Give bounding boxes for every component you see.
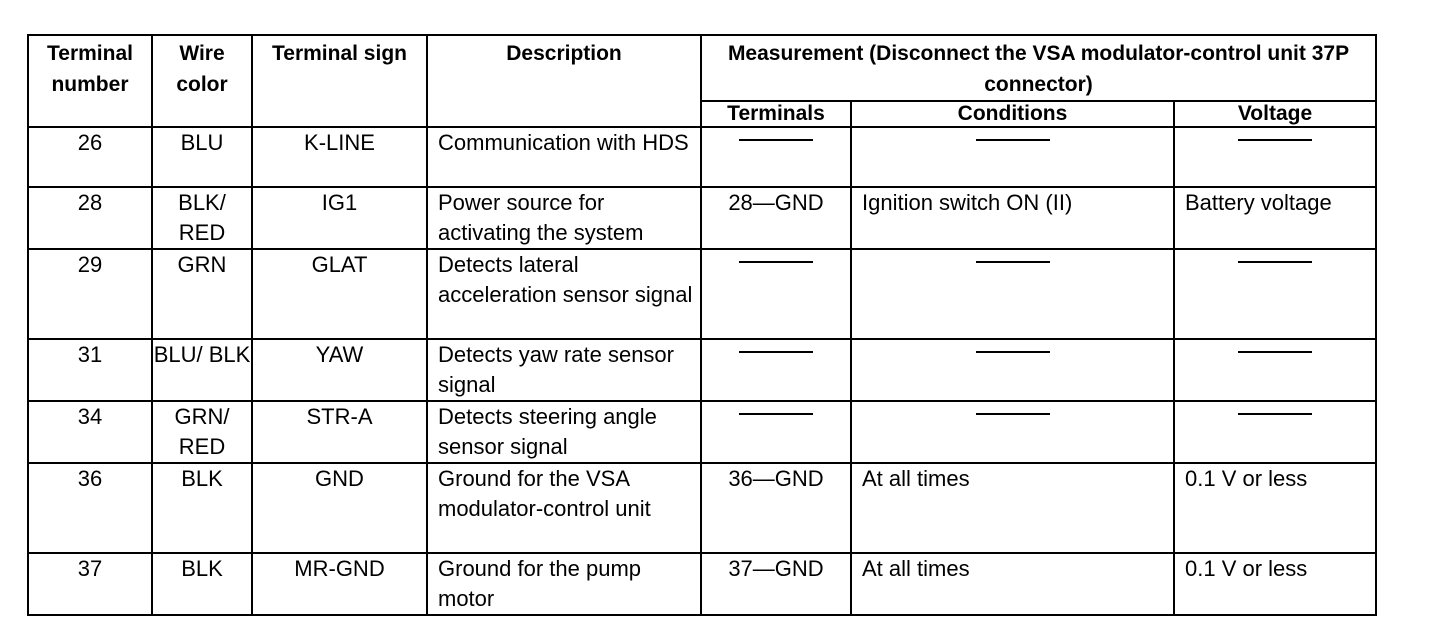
wire-color: BLU [152,127,252,187]
wire-color: BLK [152,463,252,553]
terminals-cell [701,339,851,401]
terminal-number: 29 [28,249,152,339]
dash-mark [1238,261,1312,263]
dash-mark [739,261,813,263]
header-description: Description [427,35,701,127]
terminals-cell: 36—GND [701,463,851,553]
terminal-table [27,34,1377,616]
terminals-cell [701,249,851,339]
header-terminal-sign: Terminal sign [252,35,427,127]
terminal-sign: GND [252,463,427,553]
header-voltage: Voltage [1174,101,1376,127]
table-row [28,553,1376,615]
description: Detects steering angle sensor signal [427,401,701,463]
header-terminal-number: Terminal number [28,35,152,127]
table-row [28,463,1376,553]
wire-color: BLU/ BLK [152,339,252,401]
conditions-cell: At all times [851,553,1174,615]
terminal-number: 36 [28,463,152,553]
wire-color: GRN [152,249,252,339]
dash-mark [1238,413,1312,415]
description: Detects lateral acceleration sensor signal [427,249,701,339]
conditions-cell: At all times [851,463,1174,553]
terminal-number: 34 [28,401,152,463]
header-terminals: Terminals [701,101,851,127]
terminal-number: 28 [28,187,152,249]
terminal-sign: IG1 [252,187,427,249]
wire-color: BLK [152,553,252,615]
conditions-cell: Ignition switch ON (II) [851,187,1174,249]
table-row [28,339,1376,401]
voltage-cell: 0.1 V or less [1174,463,1376,553]
terminal-sign: GLAT [252,249,427,339]
terminal-number: 37 [28,553,152,615]
table-row [28,187,1376,249]
header-wire-color: Wire color [152,35,252,127]
dash-mark [739,413,813,415]
conditions-cell [851,249,1174,339]
table-row [28,127,1376,187]
table-row [28,401,1376,463]
voltage-cell [1174,339,1376,401]
terminal-sign: YAW [252,339,427,401]
terminal-sign: STR-A [252,401,427,463]
terminals-cell: 28—GND [701,187,851,249]
dash-mark [739,351,813,353]
description: Communication with HDS [427,127,701,187]
voltage-cell [1174,127,1376,187]
terminal-number: 26 [28,127,152,187]
conditions-cell [851,127,1174,187]
dash-mark [1238,139,1312,141]
wire-color: GRN/ RED [152,401,252,463]
header-conditions: Conditions [851,101,1174,127]
terminal-number: 31 [28,339,152,401]
dash-mark [976,261,1050,263]
dash-mark [976,413,1050,415]
voltage-cell [1174,249,1376,339]
dash-mark [976,139,1050,141]
wire-color: BLK/ RED [152,187,252,249]
terminals-cell: 37—GND [701,553,851,615]
voltage-cell: 0.1 V or less [1174,553,1376,615]
terminal-sign: K-LINE [252,127,427,187]
conditions-cell [851,401,1174,463]
conditions-cell [851,339,1174,401]
description: Ground for the VSA modulator-control unit [427,463,701,553]
dash-mark [739,139,813,141]
description: Detects yaw rate sensor signal [427,339,701,401]
voltage-cell: Battery voltage [1174,187,1376,249]
terminal-sign: MR-GND [252,553,427,615]
terminals-cell [701,127,851,187]
voltage-cell [1174,401,1376,463]
description: Power source for activating the system [427,187,701,249]
dash-mark [976,351,1050,353]
description: Ground for the pump motor [427,553,701,615]
header-measurement: Measurement (Disconnect the VSA modulator-control unit 37P connector) [701,35,1376,101]
dash-mark [1238,351,1312,353]
terminals-cell [701,401,851,463]
table-row [28,249,1376,339]
